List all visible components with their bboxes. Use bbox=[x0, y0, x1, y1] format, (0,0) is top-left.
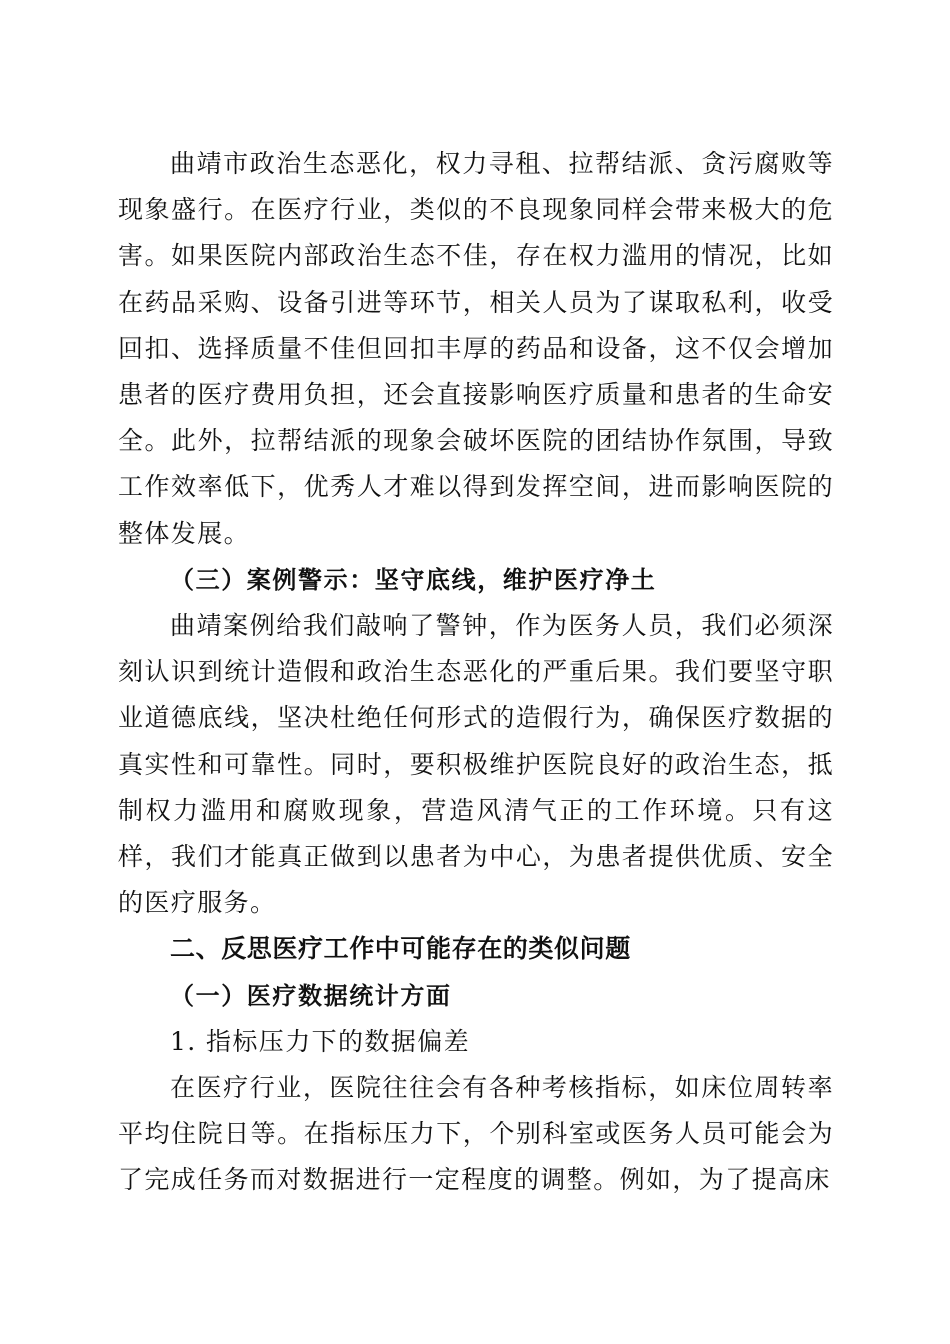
item-heading-data-deviation: 1. 指标压力下的数据偏差 bbox=[170, 1026, 471, 1056]
paragraph-case-warning: 曲靖案例给我们敲响了警钟，作为医务人员，我们必须深刻认识到统计造假和政治生态恶化的严重后果。我们要坚守职业道德底线，坚决杜绝任何形式的造假行为，确保医疗数据的真实性和可靠性。同时，要积极维护医院良好的政治生态，抵制权力滥用和腐败现象，营造风清气正的工作环境。只有这样，我们才能真正做到以患者为中心，为患者提供优质、安全的医疗服务。 bbox=[118, 611, 834, 918]
paragraph-political-ecology: 曲靖市政治生态恶化，权力寻租、拉帮结派、贪污腐败等现象盛行。在医疗行业，类似的不良现象同样会带来极大的危害。如果医院内部政治生态不佳，存在权力滥用的情况，比如在药品采购、设备引进等环节，相关人员为了谋取私利，收受回扣、选择质量不佳但回扣丰厚的药品和设备，这不仅会增加患者的医疗费用负担，还会直接影响医疗质量和患者的生命安全。此外，拉帮结派的现象会破坏医院的团结协作氛围，导致工作效率低下，优秀人才难以得到发挥空间，进而影响医院的整体发展。 bbox=[118, 149, 834, 548]
section-heading-reflection: 二、反思医疗工作中可能存在的类似问题 bbox=[170, 934, 631, 964]
paragraph-indicator-pressure: 在医疗行业，医院往往会有各种考核指标，如床位周转率平均住院日等。在指标压力下，个别科室或医务人员可能会为了完成任务而对数据进行一定程度的调整。例如，为了提高床 bbox=[118, 1073, 834, 1195]
document-body bbox=[118, 141, 834, 1204]
subheading-medical-statistics: （一）医疗数据统计方面 bbox=[170, 981, 452, 1010]
subheading-case-warning: （三）案例警示：坚守底线，维护医疗净土 bbox=[170, 565, 657, 594]
